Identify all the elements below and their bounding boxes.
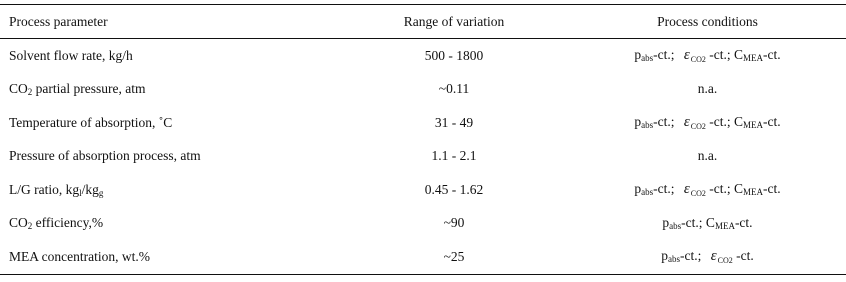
param-pressure-of-absorption: Pressure of absorption process, atm (9, 148, 201, 164)
param-mea-concentration: MEA concentration, wt.% (9, 248, 150, 264)
cond-temperature-of-absorption: $p_{abs}-ct$.; $\varepsilon_{CO2}$ -ct.; $C_{MEA}-ct$. (634, 114, 781, 132)
table-row (0, 240, 846, 274)
range-mea-concentration: ~25 (443, 248, 465, 264)
header-process-parameter: Process parameter (9, 13, 108, 29)
table-row (0, 140, 846, 174)
param-co2-efficiency: $CO_2$ efficiency,% (9, 215, 104, 232)
table-row (0, 39, 846, 73)
range-pressure-of-absorption: 1.1 - 2.1 (431, 148, 477, 164)
header-process-conditions: Process conditions (657, 13, 758, 29)
param-lg-ratio: L/G ratio, $kg_l/kg_g$ (9, 181, 104, 198)
cond-co2-partial-pressure: n.a. (697, 81, 718, 97)
cond-pressure-of-absorption: n.a. (697, 148, 718, 164)
table-row (0, 173, 846, 207)
range-lg-ratio: 0.45 - 1.62 (424, 181, 484, 197)
cond-solvent-flow-rate: $p_{abs}-ct$.; $\varepsilon_{CO2}$ -ct.; $C_{MEA}-ct$. (634, 47, 781, 65)
param-solvent-flow-rate: Solvent flow rate, kg/h (9, 47, 133, 63)
param-co2-partial-pressure: $CO_2$ partial pressure, atm (9, 81, 146, 98)
cond-mea-concentration: $p_{abs}-ct$.; $\varepsilon_{CO2}$ -ct. (661, 248, 754, 266)
table-row (0, 73, 846, 107)
table-header-row (0, 5, 846, 39)
range-temperature-of-absorption: 31 - 49 (434, 114, 474, 130)
process-parameters-table (0, 4, 846, 275)
range-solvent-flow-rate: 500 - 1800 (424, 47, 484, 63)
cond-lg-ratio: $p_{abs}-ct$.; $\varepsilon_{CO2}$ -ct.; $C_{MEA}-ct$. (634, 181, 781, 199)
table-row (0, 106, 846, 140)
cond-co2-efficiency: $p_{abs}-ct$.; $C_{MEA}-ct$. (662, 215, 753, 232)
range-co2-efficiency: ~90 (443, 215, 465, 231)
table-row (0, 207, 846, 241)
header-range-of-variation: Range of variation (403, 13, 505, 29)
param-temperature-of-absorption: Temperature of absorption, ˚C (9, 114, 173, 130)
range-co2-partial-pressure: ~0.11 (438, 81, 470, 97)
